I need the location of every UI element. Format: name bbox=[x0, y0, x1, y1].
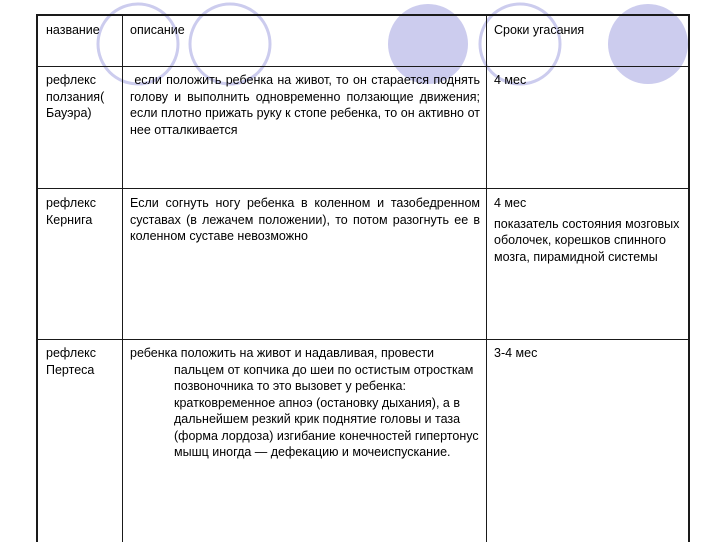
table-row-description: Если согнуть ногу ребенка в коленном и тазобедренном суставах (в лежачем положении), то потом разогнуть ее в коленном суставе невозможно bbox=[130, 196, 480, 243]
table-row-name: рефлекс Кернига bbox=[46, 196, 97, 227]
table-row-description: ребенка положить на живот и надавливая, провести пальцем от копчика до шеи по остистым отросткам позвоночника то это вызовет у ребенка: кратковременное апноэ (остановку дыхания), а в дальнейшем резкий крик поднятие головы и таза (форма лордоза) изгибание конечностей гипертонус мышц иногда — дефекацию и мочеиспускание. bbox=[130, 346, 479, 459]
table-row-fade-time: 4 мес bbox=[494, 73, 527, 87]
reflex-table bbox=[36, 14, 690, 542]
table-row-name: рефлекс ползания( Бауэра) bbox=[46, 73, 105, 120]
header-fade-time: Сроки угасания bbox=[494, 23, 585, 37]
header-name: название bbox=[46, 23, 100, 37]
table-row-fade-cell bbox=[494, 195, 680, 265]
table-row-description: если положить ребенка на живот, то он старается поднять голову и выполнить одновременно ползающие движения; если плотно прижать руку к стопе ребенка, то он активно от нее отталкивается bbox=[130, 73, 484, 137]
column-divider bbox=[122, 16, 123, 542]
table-row-fade-time: 3-4 мес bbox=[494, 346, 538, 360]
table-row-fade-note: показатель состояния мозговых оболочек, корешков спинного мозга, пирамидной системы bbox=[494, 216, 680, 264]
column-divider bbox=[486, 16, 487, 542]
row-divider bbox=[38, 339, 688, 340]
row-divider bbox=[38, 188, 688, 189]
header-description: описание bbox=[130, 23, 185, 37]
table-row-name: рефлекс Пертеса bbox=[46, 346, 97, 377]
table-row-fade-time: 4 мес bbox=[494, 196, 527, 210]
row-divider bbox=[38, 66, 688, 67]
